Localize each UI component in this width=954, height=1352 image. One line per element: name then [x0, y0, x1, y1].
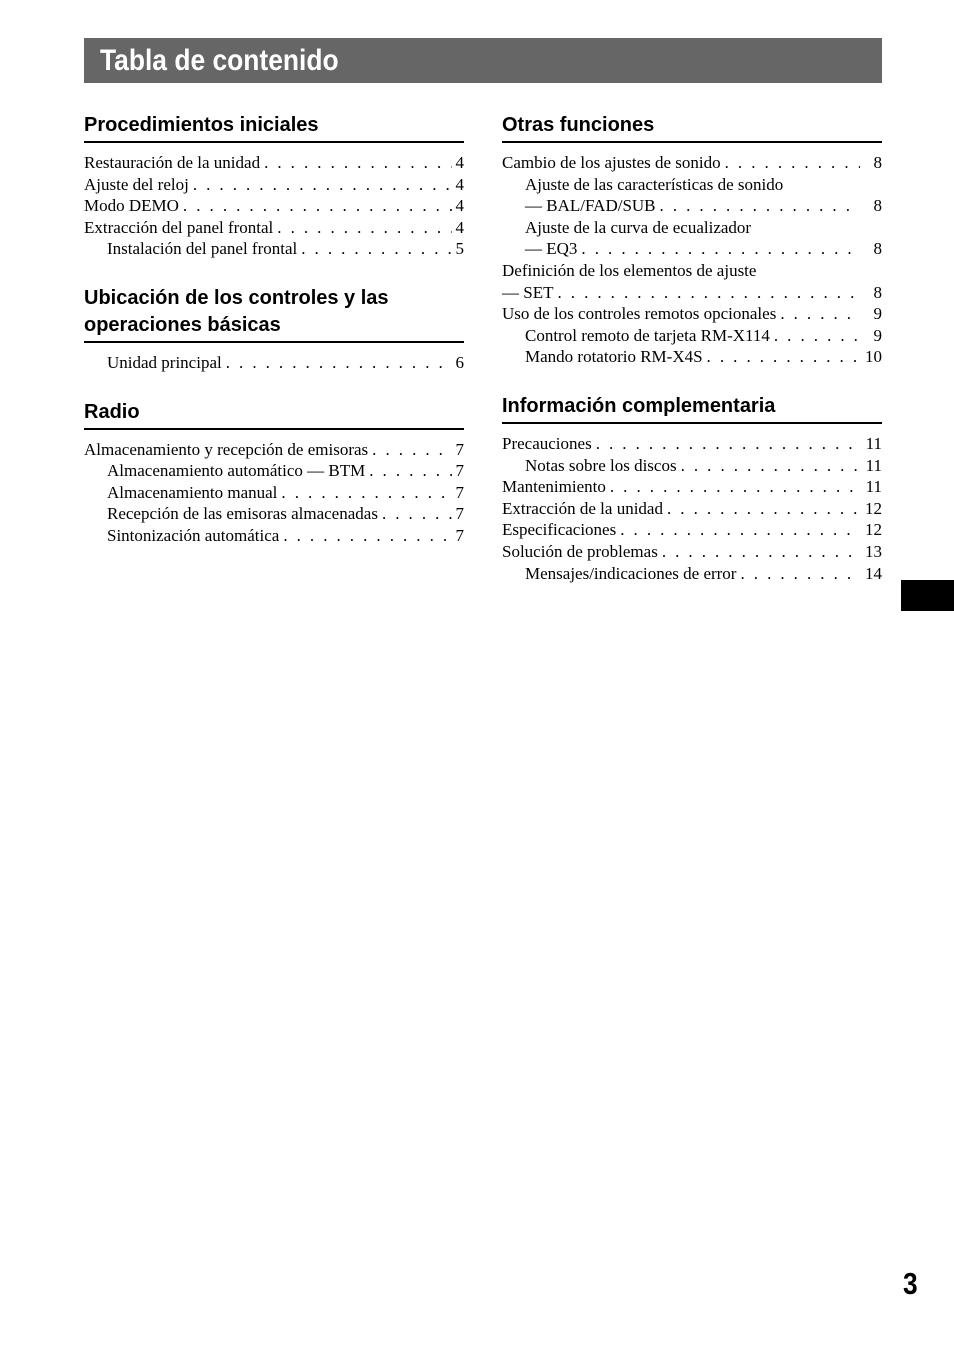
- toc-entry-row: [502, 152, 882, 174]
- toc-entry-title: Ajuste de las características de sonido: [525, 174, 784, 194]
- toc-page-number: 7: [455, 482, 464, 502]
- dot-leader: [283, 525, 451, 547]
- dot-leader: [193, 174, 452, 196]
- toc-entry-row: [107, 460, 464, 482]
- section-heading: Procedimientos iniciales: [84, 112, 464, 143]
- toc-entry[interactable]: [502, 260, 882, 303]
- toc-entry-row: [84, 195, 464, 217]
- dot-leader: [301, 238, 451, 260]
- toc-entry-row: [502, 282, 882, 304]
- toc-entry[interactable]: [84, 439, 464, 461]
- toc-entry-row: [107, 525, 464, 547]
- dot-leader: [226, 352, 452, 374]
- toc-entry-title: Almacenamiento y recepción de emisoras: [84, 439, 369, 459]
- dot-leader: [277, 217, 451, 239]
- toc-entry-row: [84, 217, 464, 239]
- dot-leader: [382, 503, 452, 525]
- toc-entry[interactable]: [84, 238, 464, 260]
- toc-entry-row: [525, 238, 882, 260]
- toc-entry[interactable]: [502, 433, 882, 455]
- toc-page-number: 14: [865, 563, 882, 583]
- toc-entry-title: Especificaciones: [502, 520, 617, 540]
- page-number: 3: [903, 1266, 918, 1301]
- toc-entry-title: Instalación del panel frontal: [107, 239, 298, 259]
- toc-entry-row: [525, 455, 882, 477]
- toc-entry-title: Solución de problemas: [502, 541, 658, 561]
- dot-leader: [281, 482, 451, 504]
- toc-page-number: 13: [865, 541, 882, 561]
- toc-page-number: 11: [865, 433, 882, 453]
- dot-leader: [183, 195, 452, 217]
- section-heading: Información complementaria: [502, 393, 882, 424]
- toc-entry-row: [525, 346, 882, 368]
- toc-entry-title: Ajuste de la curva de ecualizador: [525, 217, 752, 237]
- toc-entry-row: [84, 174, 464, 196]
- toc-entry-title: Control remoto de tarjeta RM-X114: [525, 325, 770, 345]
- toc-page-number: 4: [455, 174, 464, 194]
- toc-entry-title: Almacenamiento automático — BTM: [107, 461, 366, 481]
- dot-leader: [740, 563, 860, 585]
- toc-entry-title: Restauración de la unidad: [84, 153, 261, 172]
- dot-leader: [372, 439, 451, 461]
- toc-entry[interactable]: [84, 174, 464, 196]
- toc-page-number: 4: [455, 217, 464, 237]
- dot-leader: [707, 346, 860, 368]
- section-heading: Radio: [84, 399, 464, 430]
- toc-page-number: 4: [455, 153, 464, 172]
- toc-entry-row: [502, 476, 882, 498]
- toc-entry-title: Mantenimiento: [502, 477, 606, 497]
- toc-entry-row: [502, 303, 882, 325]
- title-bar: [84, 38, 882, 83]
- toc-entry-title: Extracción del panel frontal: [84, 217, 274, 237]
- section-heading: Ubicación de los controles y las operaciones básicas: [84, 285, 464, 343]
- toc-page-number: 7: [455, 504, 464, 524]
- section-tab-marker: [901, 580, 954, 611]
- toc-page-number: 12: [865, 520, 882, 540]
- toc-entry[interactable]: [502, 303, 882, 325]
- toc-entry[interactable]: [502, 346, 882, 368]
- toc-entry[interactable]: [502, 174, 882, 217]
- toc-entry-title: Notas sobre los discos: [525, 455, 677, 475]
- toc-page-number: 8: [873, 153, 882, 172]
- dot-leader: [662, 541, 860, 563]
- dot-leader: [780, 303, 860, 325]
- toc-entry-row: [84, 439, 464, 461]
- dot-leader: [667, 498, 860, 520]
- toc-section: [502, 393, 882, 584]
- toc-entry[interactable]: [84, 525, 464, 547]
- toc-entry-title: Mando rotatorio RM-X4S: [525, 347, 703, 367]
- toc-entry-title: Modo DEMO: [84, 196, 179, 216]
- toc-entry-row: [502, 433, 882, 455]
- toc-entry[interactable]: [502, 476, 882, 498]
- toc-page-number: 8: [873, 239, 882, 259]
- toc-entry[interactable]: [502, 563, 882, 585]
- dot-leader: [660, 195, 860, 217]
- toc-entry[interactable]: [84, 460, 464, 482]
- toc-page-number: 4: [455, 196, 464, 216]
- toc-entry-title-cont: — BAL/FAD/SUB: [525, 196, 656, 216]
- toc-entry[interactable]: [502, 498, 882, 520]
- toc-entry-title: Definición de los elementos de ajuste: [502, 260, 757, 280]
- toc-entry-title-cont: — SET: [502, 282, 554, 302]
- dot-leader: [581, 238, 860, 260]
- dot-leader: [620, 519, 860, 541]
- toc-entry-row: [525, 195, 882, 217]
- toc-entry-title: Unidad principal: [107, 352, 222, 372]
- toc-entry-row: [107, 482, 464, 504]
- dot-leader: [725, 152, 860, 174]
- toc-entry-title: Ajuste del reloj: [84, 174, 189, 194]
- toc-entry[interactable]: [84, 503, 464, 525]
- toc-entry-title: Recepción de las emisoras almacenadas: [107, 504, 378, 524]
- toc-entry[interactable]: [84, 217, 464, 239]
- toc-entry-title: Cambio de los ajustes de sonido: [502, 153, 721, 172]
- toc-entry[interactable]: [502, 152, 882, 174]
- toc-page-number: 9: [873, 325, 882, 345]
- toc-entry-row: [502, 519, 882, 541]
- toc-entry-row: [107, 352, 464, 374]
- toc-entry-title: Almacenamiento manual: [107, 482, 278, 502]
- toc-entry[interactable]: [84, 195, 464, 217]
- toc-entry-title-cont: — EQ3: [525, 239, 578, 259]
- toc-page-number: 10: [865, 347, 882, 367]
- toc-entry[interactable]: [84, 352, 464, 374]
- dot-leader: [681, 455, 860, 477]
- toc-entry[interactable]: [502, 519, 882, 541]
- toc-page-number: 6: [455, 352, 464, 372]
- toc-page-number: 9: [873, 304, 882, 324]
- dot-leader: [369, 460, 451, 482]
- toc-entry[interactable]: [84, 482, 464, 504]
- section-heading: Otras funciones: [502, 112, 882, 143]
- page-title: Tabla de contenido: [100, 44, 339, 77]
- dot-leader: [774, 325, 860, 347]
- toc-entry-title: Extracción de la unidad: [502, 498, 663, 518]
- toc-entry-title: Uso de los controles remotos opcionales: [502, 304, 777, 324]
- toc-entry-row: [525, 325, 882, 347]
- toc-page-number: 12: [865, 498, 882, 518]
- toc-page-number: 8: [873, 282, 882, 302]
- toc-entry[interactable]: [84, 152, 464, 174]
- toc-entry[interactable]: [502, 455, 882, 477]
- toc-entry-title: Precauciones: [502, 433, 592, 453]
- toc-entry-row: [107, 238, 464, 260]
- toc-page-number: 5: [455, 239, 464, 259]
- toc-section: [502, 112, 882, 368]
- toc-page-number: 7: [455, 439, 464, 459]
- toc-entry-row: [502, 541, 882, 563]
- toc-entry-row: [84, 152, 464, 174]
- toc-section: [84, 285, 464, 374]
- toc-entry[interactable]: [502, 325, 882, 347]
- toc-page-number: 11: [865, 477, 882, 497]
- dot-leader: [264, 152, 451, 174]
- toc-page-number: 8: [873, 196, 882, 216]
- toc-entry-title: Mensajes/indicaciones de error: [525, 563, 737, 583]
- toc-entry-title: Sintonización automática: [107, 525, 280, 545]
- dot-leader: [596, 433, 860, 455]
- toc-entry[interactable]: [502, 541, 882, 563]
- toc-entry[interactable]: [502, 217, 882, 260]
- toc-column-left: [84, 112, 464, 572]
- toc-entry-row: [525, 563, 882, 585]
- toc-section: [84, 112, 464, 260]
- dot-leader: [610, 476, 860, 498]
- toc-column-right: [502, 112, 882, 609]
- toc-page-number: 7: [455, 461, 464, 481]
- toc-page-number: 11: [865, 455, 882, 475]
- toc-entry-row: [502, 498, 882, 520]
- toc-section: [84, 399, 464, 547]
- dot-leader: [557, 282, 860, 304]
- toc-entry-row: [107, 503, 464, 525]
- toc-page-number: 7: [455, 525, 464, 545]
